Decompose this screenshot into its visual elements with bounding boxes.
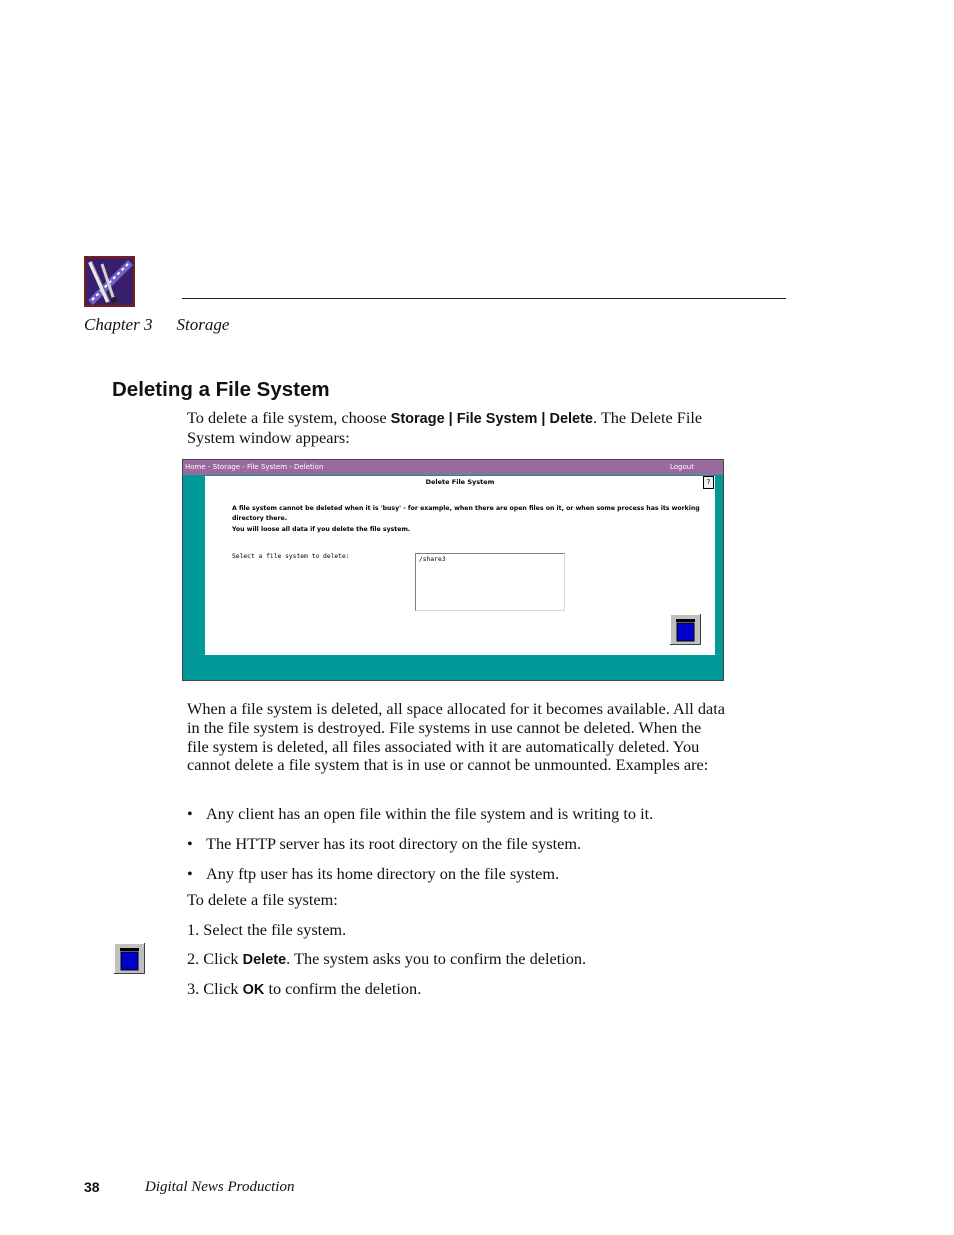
steps-intro: To delete a file system: <box>187 890 338 909</box>
list-item: • The HTTP server has its root directory on the file system. <box>187 834 582 853</box>
step-3-pre: 3. Click <box>187 979 243 998</box>
step-3-post: to confirm the deletion. <box>264 979 422 998</box>
step-2 <box>187 949 586 969</box>
header-rule <box>182 298 786 299</box>
menu-path: Storage | File System | Delete <box>390 411 593 427</box>
file-system-option[interactable]: /share3 <box>419 556 446 563</box>
delete-file-system-screenshot <box>182 459 724 681</box>
bullet-text: The HTTP server has its root directory on the file system. <box>206 834 582 853</box>
breadcrumb[interactable]: Home - Storage - File System - Deletion <box>185 463 324 471</box>
running-header <box>84 315 229 335</box>
file-system-listbox[interactable] <box>415 553 565 611</box>
body-paragraph: When a file system is deleted, all space allocated for it becomes available. All data in the file system is destroyed. File systems in use cannot be deleted. When the file system is deleted, all files associated with it are automatically deleted. You cannot delete a file system that is in use or cannot be unmounted. Examples are: <box>187 699 725 775</box>
ok-keyword: OK <box>242 982 265 998</box>
bullet-text: Any client has an open file within the file system and is writing to it. <box>206 804 654 823</box>
list-item: • Any ftp user has its home directory on the file system. <box>187 864 560 883</box>
intro-text-before: To delete a file system, choose <box>187 408 391 427</box>
help-button[interactable]: ? <box>703 476 714 489</box>
bullet-text: Any ftp user has its home directory on the file system. <box>206 864 560 883</box>
step-2-pre: 2. Click <box>187 949 243 968</box>
window-title: Delete File System <box>425 478 495 486</box>
navigation-bar <box>183 460 723 475</box>
section-heading: Deleting a File System <box>112 378 330 401</box>
warning-line-busy: A file system cannot be deleted when it is 'busy' - for example, when there are open files on it, or when some process has its working directory there. <box>232 505 700 522</box>
warning-line-data-loss: You will loose all data if you delete the file system. <box>232 526 411 533</box>
chapter-label: Chapter 3 <box>84 315 153 334</box>
film-scissors-logo-icon <box>84 256 135 307</box>
intro-text-after: . The Delete File System window appears: <box>187 408 703 447</box>
book-title: Digital News Production <box>145 1179 295 1195</box>
page-number: 38 <box>84 1179 100 1195</box>
warning-text <box>232 504 702 535</box>
delete-keyword: Delete <box>242 952 287 968</box>
step-3 <box>187 979 421 999</box>
select-file-system-label: Select a file system to delete: <box>232 553 350 560</box>
delete-trash-icon <box>114 943 145 974</box>
step-2-post: . The system asks you to confirm the deletion. <box>286 949 587 968</box>
logout-link[interactable]: Logout <box>670 463 694 471</box>
chapter-title: Storage <box>176 315 230 334</box>
step-1: 1. Select the file system. <box>187 920 347 939</box>
intro-paragraph <box>187 409 727 448</box>
delete-file-system-panel <box>205 476 715 655</box>
list-item: • Any client has an open file within the file system and is writing to it. <box>187 804 654 823</box>
delete-trash-button[interactable] <box>670 614 701 645</box>
